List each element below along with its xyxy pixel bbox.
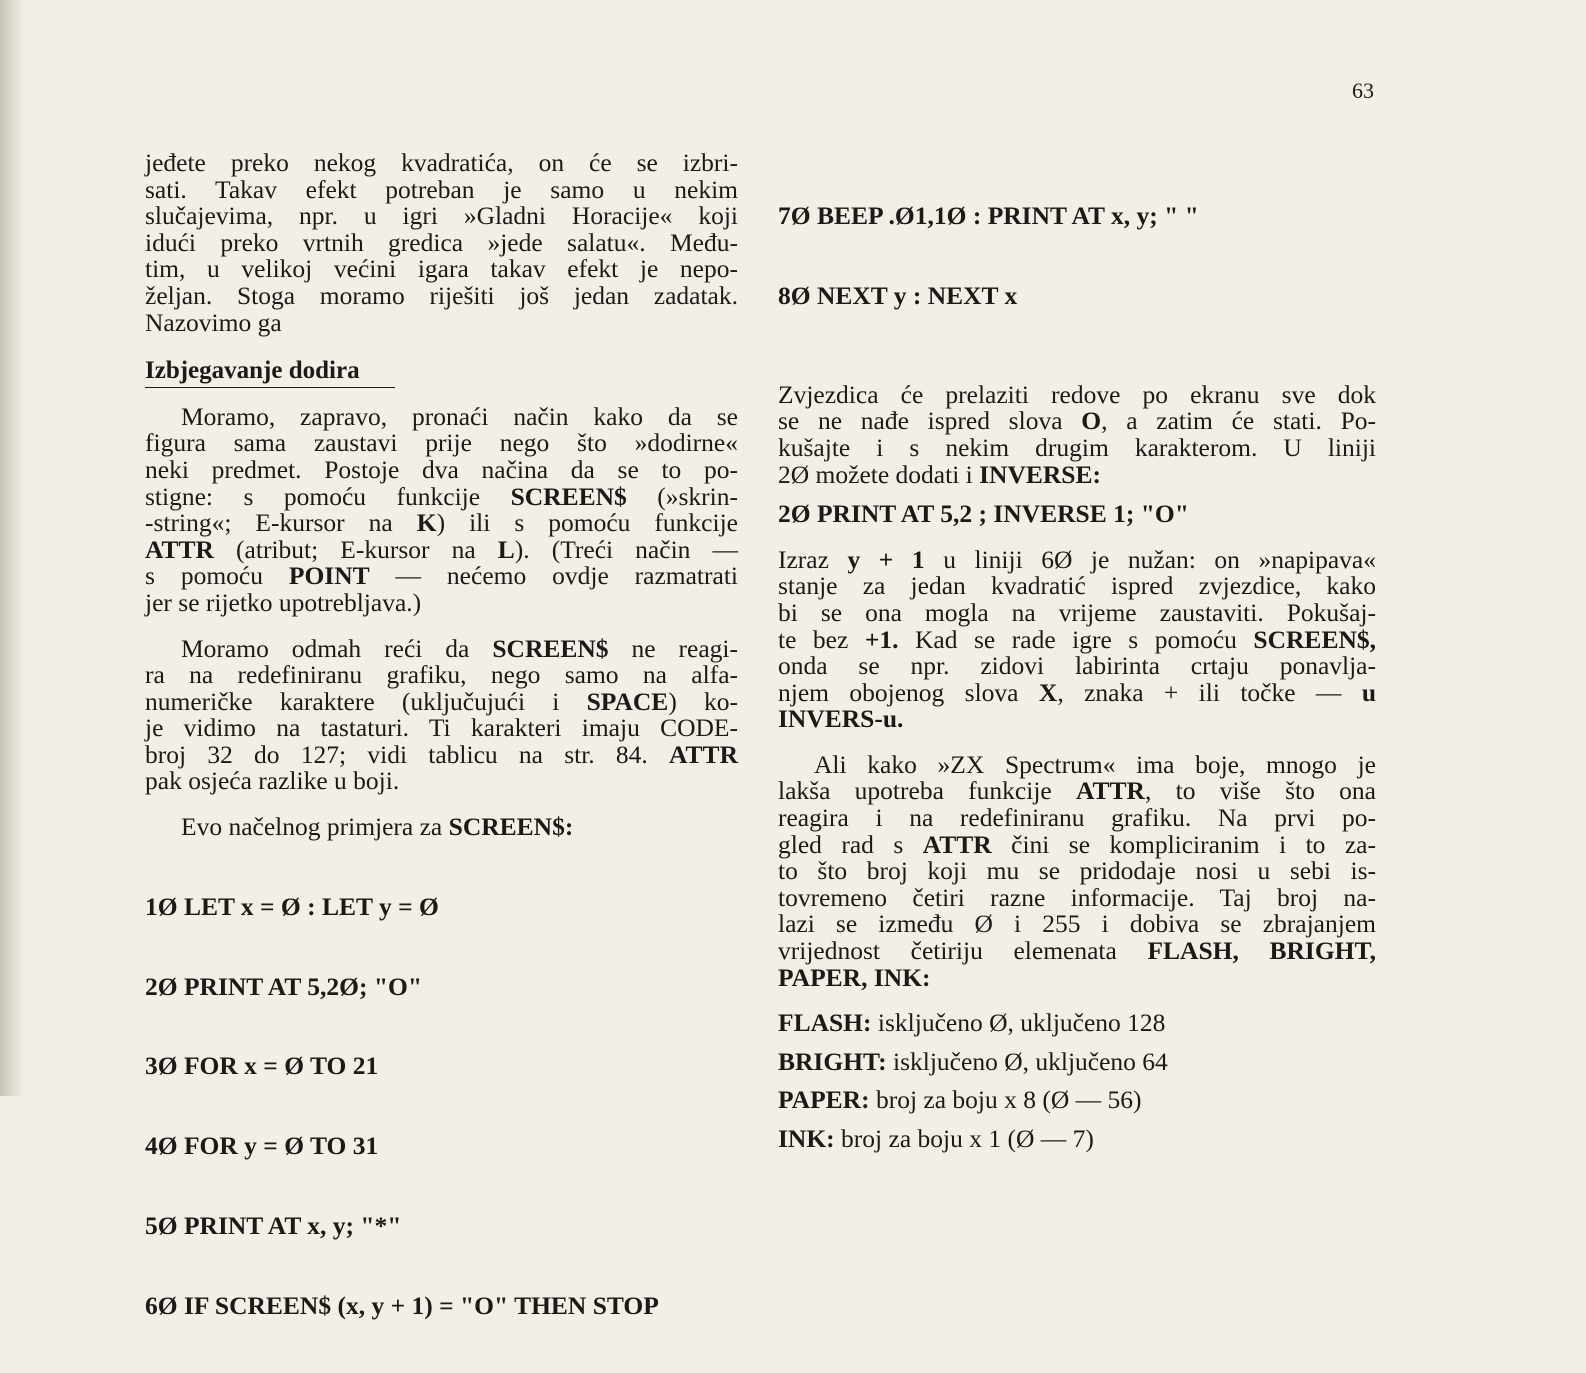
paragraph-screen-attr [145, 401, 739, 617]
text-line: Evo načelnog primjera za SCREEN$: [181, 812, 574, 842]
text-line: bi se ona mogla na vrijeme zaustaviti. Pokušaj- [778, 597, 1376, 627]
text-line: je vidimo na tastaturi. Ti karakteri imaju CODE- [145, 713, 738, 743]
text-line: Zvjezdica će prelaziti redove po ekranu sve dok [778, 379, 1376, 409]
text-line: vrijednost četiriju elemenata FLASH, BRIGHT, [778, 936, 1376, 966]
text-line: gled rad s ATTR čini se kompliciranim i to za- [778, 829, 1376, 859]
text-line: se ne nađe ispred slova O, a zatim će stati. Po- [778, 406, 1377, 436]
paragraph-y-plus-one [778, 544, 1377, 734]
text-line: onda se npr. zidovi labirinta crtaju ponavlja- [778, 651, 1376, 681]
text-line: sati. Takav efekt potreban je samo u nekim [145, 174, 738, 204]
page-number: 63 [1352, 78, 1374, 103]
left-column [145, 150, 738, 1373]
text-line: njem obojenog slova X, znaka + ili točke — u [778, 677, 1377, 707]
text-line: lakša upotreba funkcije ATTR, to više što ona [778, 776, 1376, 806]
text-line: lazi se između Ø i 255 i dobiva se zbrajanjem [778, 909, 1376, 939]
code-line: 3Ø FOR x = Ø TO 21 [145, 1051, 379, 1081]
text-line: broj 32 do 127; vidi tablicu na str. 84. ATTR [145, 739, 738, 769]
code-line-inverse: 2Ø PRINT AT 5,2 ; INVERSE 1; "O" [778, 499, 1189, 529]
paragraph-attr [778, 749, 1376, 992]
text-line: Nazovimo ga [145, 307, 282, 337]
text-line: figura sama zaustavi prije nego što »dodirne« [145, 428, 738, 458]
attr-definitions [778, 1010, 1376, 1152]
paragraph-intro [145, 150, 738, 336]
book-spine-shadow [0, 0, 24, 1096]
text-line: Moramo odmah reći da SCREEN$ ne reagi- [181, 633, 738, 663]
paragraph-asterisk [778, 379, 1377, 489]
definition-flash: FLASH: isključeno Ø, uključeno 128 [778, 1008, 1166, 1038]
code-line: 6Ø IF SCREEN$ (x, y + 1) = "O" THEN STOP [145, 1290, 659, 1320]
text-line: numeričke karaktere (uključujući i SPACE) ko- [145, 686, 739, 716]
code-line: 7Ø BEEP .Ø1,1Ø : PRINT AT x, y; " " [778, 201, 1199, 231]
definition-ink: INK: broj za boju x 1 (Ø — 7) [778, 1124, 1094, 1153]
text-line: s pomoću POINT — nećemo ovdje razmatrati [145, 561, 739, 591]
code-line: 4Ø FOR y = Ø TO 31 [145, 1131, 379, 1161]
right-column [778, 150, 1376, 1153]
text-line: ATTR (atribut; E-kursor na L). (Treći način — [145, 534, 738, 564]
paragraph-example-intro [145, 814, 738, 841]
code-listing-left [145, 841, 738, 1373]
text-line: te bez +1. Kad se rade igre s pomoću SCREEN$, [778, 624, 1376, 654]
code-listing-right [778, 150, 1376, 363]
text-line: ra na redefiniranu grafiku, nego samo na alfa- [145, 660, 738, 690]
text-line: PAPER, INK: [778, 962, 931, 992]
text-line: tim, u velikoj većini igara takav efekt je nepo- [145, 254, 738, 284]
text-line: tovremeno četiri razne informacije. Taj broj na- [778, 882, 1376, 912]
text-line: Moramo, zapravo, pronaći način kako da se [181, 401, 738, 431]
text-line: željan. Stoga moramo riješiti još jedan zadatak. [145, 280, 738, 310]
text-line: slučajevima, npr. u igri »Gladni Horacije« koji [145, 201, 738, 231]
text-line: idući preko vrtnih gredica »jede salatu«. Među- [145, 227, 738, 257]
text-line: jer se rijetko upotrebljava.) [145, 587, 422, 617]
text-line: Izraz y + 1 u liniji 6Ø je nužan: on »napipava« [778, 544, 1376, 574]
code-line: 8Ø NEXT y : NEXT x [778, 280, 1018, 310]
text-line: kušajte i s nekim drugim karakterom. U liniji [778, 432, 1376, 462]
paragraph-screen-limits [145, 633, 739, 796]
code-line: 1Ø LET x = Ø : LET y = Ø [145, 891, 439, 921]
text-line: Ali kako »ZX Spectrum« ima boje, mnogo je [814, 749, 1376, 779]
text-line: jeđete preko nekog kvadratića, on će se izbri- [145, 148, 738, 177]
text-line: neki predmet. Postoje dva načina da se to po- [145, 454, 738, 484]
text-line: -string«; E-kursor na K) ili s pomoću funkcije [145, 508, 738, 538]
definition-paper: PAPER: broj za boju x 8 (Ø — 56) [778, 1085, 1142, 1115]
text-line: INVERS-u. [778, 704, 904, 734]
definition-bright: BRIGHT: isključeno Ø, uključeno 64 [778, 1046, 1168, 1076]
text-line: pak osjeća razlike u boji. [145, 766, 400, 796]
text-line: reagira i na redefiniranu grafiku. Na prvi po- [778, 803, 1376, 833]
section-heading: Izbjegavanje dodira [145, 358, 395, 388]
code-line: 2Ø PRINT AT 5,2Ø; "O" [145, 971, 422, 1001]
text-line: to što broj koji mu se pridodaje nosi u sebi is- [778, 856, 1376, 886]
text-line: stigne: s pomoću funkcije SCREEN$ (»skrin- [145, 481, 739, 511]
text-line: 2Ø možete dodati i INVERSE: [778, 459, 1101, 489]
text-line: stanje za jedan kvadratić ispred zvjezdice, kako [778, 571, 1376, 601]
code-line: 5Ø PRINT AT x, y; "*" [145, 1210, 402, 1240]
